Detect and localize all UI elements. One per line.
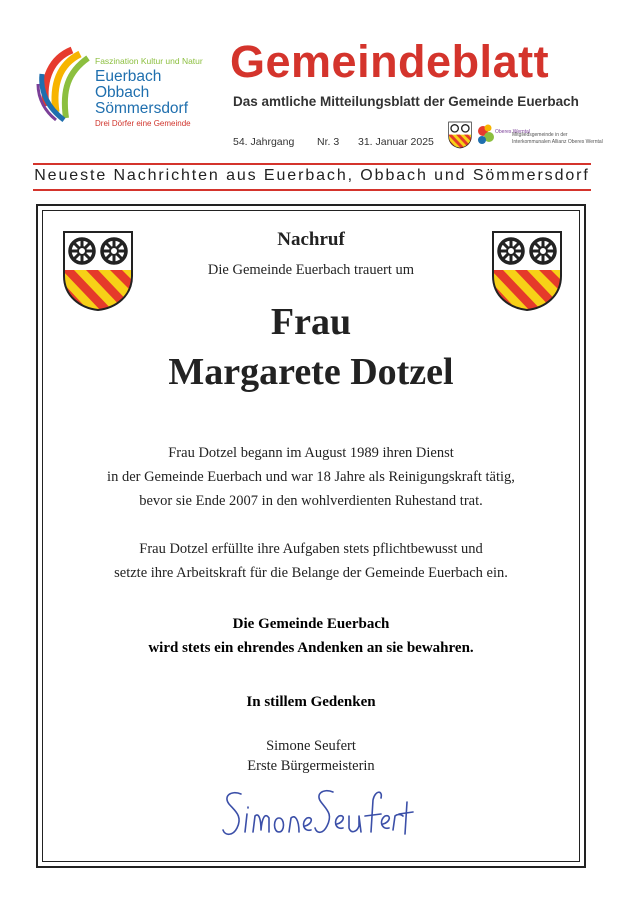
masthead-subtitle: Das amtliche Mitteilungsblatt der Gemeinde Euerbach	[233, 94, 579, 109]
remembrance-line: In stillem Gedenken	[246, 694, 376, 710]
handwritten-signature	[215, 780, 415, 844]
issue-number: Nr. 3	[317, 136, 340, 148]
issue-year: 54. Jahrgang	[233, 136, 295, 148]
signer-name: Simone Seufert	[266, 738, 356, 754]
deceased-salutation: Frau	[270, 301, 352, 343]
header-rule-bottom	[33, 189, 591, 191]
obituary-intro: Die Gemeinde Euerbach trauert um	[207, 262, 415, 278]
paragraph-tribute-line: Frau Dotzel erfüllte ihre Aufgaben stets pflichtbewusst und	[139, 541, 483, 557]
logo-name-euerbach: Euerbach	[95, 68, 162, 85]
masthead-title: Gemeindeblatt	[230, 36, 550, 87]
signer-role: Erste Bürgermeisterin	[247, 758, 375, 774]
small-crest-icon	[448, 121, 472, 149]
alliance-text: Mitgliedsgemeinde in der	[512, 132, 568, 138]
paragraph-career-line: in der Gemeinde Euerbach und war 18 Jahre als Reinigungskraft tätig,	[107, 469, 515, 485]
header-rule-top	[33, 163, 591, 165]
paragraph-career-line: Frau Dotzel begann im August 1989 ihren Dienst	[168, 445, 454, 461]
alliance-text-name: Interkommunalen Allianz Oberes Werntal	[512, 139, 603, 145]
logo-tagline: Faszination Kultur und Natur	[95, 56, 203, 66]
deceased-name: Margarete Dotzel	[168, 351, 454, 393]
logo-subline: Drei Dörfer eine Gemeinde	[95, 119, 191, 128]
paragraph-career-line: bevor sie Ende 2007 in den wohlverdienten Ruhestand trat.	[139, 493, 483, 509]
closing-line: Die Gemeinde Euerbach	[232, 616, 390, 632]
alliance-logo-text: Oberes Werntal	[495, 129, 530, 135]
logo-name-obbach: Obbach	[95, 84, 150, 101]
closing-line: wird stets ein ehrendes Andenken an sie bewahren.	[148, 640, 474, 656]
issue-date: 31. Januar 2025	[358, 136, 434, 148]
news-tagline: Neueste Nachrichten aus Euerbach, Obbach und Sömmersdorf	[34, 167, 590, 184]
logo-name-soemmersdorf: Sömmersdorf	[95, 100, 189, 117]
municipality-logo-icon	[36, 44, 96, 124]
paragraph-tribute-line: setzte ihre Arbeitskraft für die Belange der Gemeinde Euerbach ein.	[114, 565, 508, 581]
obituary-heading: Nachruf	[277, 229, 345, 250]
alliance-logo-icon	[475, 122, 530, 148]
